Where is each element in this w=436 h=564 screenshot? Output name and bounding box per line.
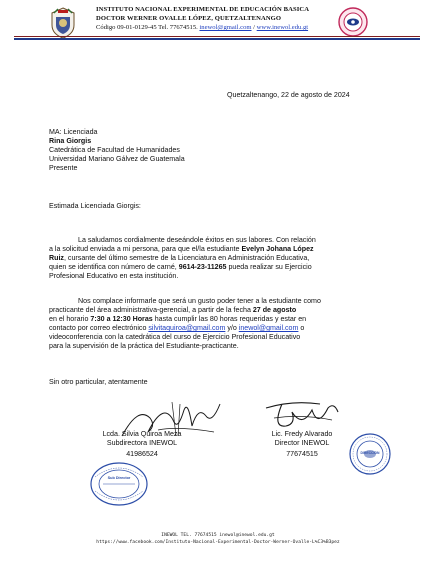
- signatory-2-name: Lic. Fredy Alvarado: [271, 430, 333, 438]
- p1-line2: [49, 245, 314, 254]
- closing: Sin otro particular, atentamente: [49, 378, 148, 386]
- recipient-university: Universidad Mariano Gálvez de Guatemala: [49, 155, 185, 163]
- p2-line6: para la supervisión de la práctica del Estudiante-practicante.: [49, 342, 239, 350]
- stamp-right-text: DIRECCION: [360, 451, 380, 455]
- student-name-last: Ruiz: [49, 254, 64, 262]
- p2-line2: [49, 306, 296, 315]
- email-link-inewol[interactable]: inewol@gmail.com: [238, 324, 299, 332]
- recipient-name: Rina Giorgis: [49, 137, 92, 145]
- signatory-1-name: Lcda. Silvia Quiroa Meza: [102, 430, 182, 438]
- p2-line5: videoconferencia con la catedrática del curso de Ejercicio Profesional Educativo: [49, 333, 301, 341]
- student-carne: 9614-23-11265: [178, 263, 227, 271]
- header-contact-line: [96, 24, 308, 32]
- stamp-left-text: Sub Director: [107, 476, 131, 480]
- p2-line3: [49, 315, 306, 324]
- footer-line1: INEWOL TEL. 77674515 inewol@inewol.edu.gt: [161, 533, 275, 538]
- school-emblem-logo: [338, 7, 368, 37]
- p1-line2-text: a la solicitud enviada a mi persona, para que el/la estudiante: [49, 245, 242, 253]
- header-rule-top: [14, 36, 420, 37]
- stamp-subdirector: [89, 461, 149, 507]
- signature-fredy: [262, 398, 342, 432]
- header-email-link[interactable]: inewol@gmail.com: [199, 24, 252, 31]
- p1-line3-text: , cursante del último semestre de la Licenciatura en Administración Educativa,: [63, 254, 310, 262]
- start-date: 27 de agosto: [252, 306, 297, 314]
- p2-line4: [49, 324, 304, 333]
- stamp-direccion: [348, 432, 392, 476]
- p1-line1: La saludamos cordialmente deseándole éxitos en sus labores. Con relación: [78, 236, 316, 244]
- signatory-2-phone: 77674515: [286, 450, 318, 458]
- p1-line4-tail: pueda realizar su Ejercicio: [226, 263, 312, 271]
- p2-line4-connector: y/o: [225, 324, 239, 332]
- p1-line5: Profesional Educativo en esta institución.: [49, 272, 179, 280]
- p2-line4-tail: o: [298, 324, 305, 332]
- place-date: Quetzaltenango, 22 de agosto de 2024: [227, 91, 350, 99]
- p2-line3-tail: hasta cumplir las 80 horas requeridas y estar en: [152, 315, 307, 323]
- recipient-position: Catedrática de Facultad de Humanidades: [49, 146, 180, 154]
- header-code-phone: Código 09-01-0129-45 Tel. 77674515.: [96, 24, 198, 31]
- header-separator: /: [253, 24, 256, 31]
- p1-line4: [49, 263, 312, 272]
- header-rule-bottom: [14, 38, 420, 40]
- recipient-presente: Presente: [49, 164, 78, 172]
- p2-line4-text: contacto por correo electrónico: [49, 324, 149, 332]
- p1-line4-text: quien se identifica con número de carné,: [49, 263, 179, 271]
- signatory-1-phone: 41986524: [126, 450, 158, 458]
- salutation: Estimada Licenciada Giorgis:: [49, 202, 141, 210]
- school-crest-logo: [49, 6, 77, 40]
- student-name-first: Evelyn Johana López: [241, 245, 314, 253]
- p1-line3: [49, 254, 309, 263]
- schedule: 7:30 a 12:30 Horas: [90, 315, 153, 323]
- footer-facebook-link[interactable]: https://www.facebook.com/Instituto-Nacional-Experimental-Doctor-Werner-Ovalle-L%C3%B3pez: [96, 540, 340, 545]
- p2-line1: Nos complace informarle que será un gusto poder tener a la estudiante como: [78, 297, 321, 305]
- signatory-2-role: Director INEWOL: [274, 439, 330, 447]
- header-school-name: DOCTOR WERNER OVALLE LÓPEZ, QUETZALTENANGO: [96, 15, 282, 22]
- recipient-title: MA: Licenciada: [49, 128, 98, 136]
- p2-line2-text: practicante del área administrativa-gerencial, a partir de la fecha: [49, 306, 253, 314]
- header-website-link[interactable]: www.inewol.edu.gt: [256, 24, 309, 31]
- email-link-silvia[interactable]: silvitaquiroa@gmail.com: [148, 324, 226, 332]
- header-institution: INSTITUTO NACIONAL EXPERIMENTAL DE EDUCACIÓN BASICA: [96, 6, 310, 13]
- signatory-1-role: Subdirectora INEWOL: [106, 439, 178, 447]
- p2-line3-text: en el horario: [49, 315, 91, 323]
